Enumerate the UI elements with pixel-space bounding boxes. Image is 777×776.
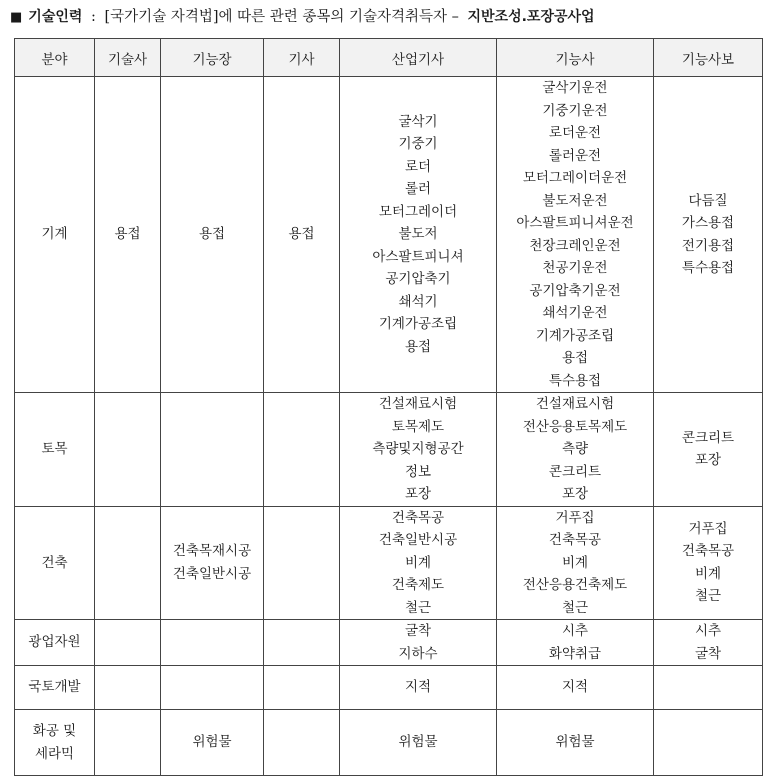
qualification-item: 정보 <box>404 463 432 480</box>
qualification-item: 위험물 <box>192 734 232 751</box>
qualification-cell <box>654 506 763 620</box>
qualification-item: 비계 <box>694 565 722 582</box>
field-label: 건축 <box>41 554 68 571</box>
qualification-cell <box>497 710 654 776</box>
field-label: 화공 및 <box>32 723 77 739</box>
field-cell <box>15 506 95 620</box>
qualification-item: 포장 <box>561 486 589 502</box>
qualification-item: 용접 <box>288 226 315 243</box>
qualification-item: 시추 <box>561 623 589 639</box>
qualification-cell <box>340 393 497 507</box>
qualification-cell <box>161 666 264 710</box>
qualification-item: 비계 <box>404 554 432 571</box>
qualification-item: 굴착 <box>694 645 722 662</box>
qualification-item: 화약취급 <box>548 645 602 662</box>
field-cell <box>15 666 95 710</box>
field-cell <box>15 393 95 507</box>
qualification-item: 건축목공 <box>391 509 445 526</box>
qualification-item: 전산응용건축제도 <box>522 577 628 593</box>
qualification-item: 철근 <box>404 599 432 616</box>
qualification-item: 거푸집 <box>555 509 595 526</box>
column-header: 산업기사 <box>340 39 497 77</box>
field-label: 기계 <box>41 226 68 243</box>
qualification-item: 콘크리트 <box>548 463 602 480</box>
qualification-item: 용접 <box>198 226 226 243</box>
field-label: 세라믹 <box>34 745 75 762</box>
qualification-table <box>14 38 763 776</box>
qualification-item: 건축일반시공 <box>172 565 252 582</box>
qualification-cell <box>340 666 497 710</box>
column-header: 기능장 <box>161 39 264 77</box>
qualification-cell <box>95 77 161 393</box>
qualification-item: 모터그레이더 <box>378 203 458 220</box>
qualification-cell <box>497 666 654 710</box>
qualification-cell <box>161 393 264 507</box>
qualification-item: 위험물 <box>398 734 438 751</box>
qualification-cell <box>264 393 340 507</box>
qualification-item: 철근 <box>561 599 589 616</box>
qualification-item: 용접 <box>561 350 589 366</box>
table-row <box>15 620 763 666</box>
qualification-cell <box>340 710 497 776</box>
qualification-item: 쇄석기운전 <box>542 305 608 321</box>
qualification-item: 공기압축기 <box>385 271 451 288</box>
qualification-item: 측량 <box>561 441 589 457</box>
table-row <box>15 393 763 507</box>
qualification-cell <box>497 77 654 393</box>
qualification-item: 특수용접 <box>681 260 735 276</box>
field-cell <box>15 710 95 776</box>
heading-sector: 지반조성.포장공사업 <box>467 9 595 25</box>
qualification-item: 거푸집 <box>688 520 728 537</box>
qualification-item: 용접 <box>114 226 141 243</box>
qualification-item: 포장 <box>694 452 722 469</box>
field-cell <box>15 620 95 666</box>
column-header: 기사 <box>264 39 340 77</box>
qualification-item: 비계 <box>561 554 589 571</box>
field-label: 광업자원 <box>28 634 81 651</box>
column-header: 분야 <box>15 39 95 77</box>
qualification-item: 로더 <box>404 158 432 175</box>
qualification-item: 불도저 <box>398 226 438 243</box>
qualification-cell <box>95 710 161 776</box>
qualification-cell <box>95 620 161 666</box>
qualification-cell <box>340 506 497 620</box>
qualification-item: 시추 <box>694 623 722 639</box>
qualification-cell <box>264 620 340 666</box>
qualification-item: 건축목재시공 <box>172 543 252 560</box>
qualification-item: 건설재료시험 <box>535 396 615 412</box>
qualification-item: 지적 <box>561 679 589 696</box>
qualification-item: 아스팔트피니셔운전 <box>516 215 634 231</box>
qualification-cell <box>161 506 264 620</box>
section-heading <box>10 6 595 28</box>
qualification-item: 아스팔트피니셔 <box>372 248 464 265</box>
qualification-cell <box>161 620 264 666</box>
qualification-item: 포장 <box>404 486 432 502</box>
qualification-item: 로더운전 <box>548 125 602 141</box>
qualification-item: 전기용접 <box>681 237 735 254</box>
heading-label: 기술인력 <box>28 9 83 25</box>
qualification-cell <box>95 506 161 620</box>
qualification-item: 기계가공조립 <box>535 327 615 344</box>
qualification-cell <box>497 506 654 620</box>
qualification-cell <box>95 393 161 507</box>
qualification-item: 다듬질 <box>688 192 728 209</box>
qualification-item: 특수용접 <box>548 372 602 389</box>
bullet-square-icon: ■ <box>10 10 23 25</box>
qualification-item: 건축목공 <box>681 543 735 560</box>
heading-colon: : <box>91 9 96 25</box>
qualification-cell <box>264 710 340 776</box>
qualification-cell <box>264 506 340 620</box>
qualification-cell <box>654 666 763 710</box>
qualification-cell <box>340 77 497 393</box>
qualification-item: 건설재료시험 <box>378 396 458 412</box>
qualification-cell <box>654 77 763 393</box>
qualification-cell <box>654 710 763 776</box>
field-label: 국토개발 <box>28 679 81 696</box>
qualification-cell <box>161 710 264 776</box>
heading-description: [국가기술 자격법]에 따른 관련 종목의 기술자격취득자 – <box>104 9 459 25</box>
column-header: 기능사 <box>497 39 654 77</box>
qualification-item: 용접 <box>404 338 432 355</box>
table-row <box>15 77 763 393</box>
qualification-item: 건축목공 <box>548 532 602 548</box>
qualification-item: 건축제도 <box>391 577 445 593</box>
qualification-item: 쇄석기 <box>398 293 438 310</box>
qualification-cell <box>264 666 340 710</box>
qualification-item: 천공기운전 <box>542 260 608 276</box>
qualification-item: 굴착 <box>404 623 432 639</box>
qualification-item: 콘크리트 <box>681 429 735 446</box>
qualification-item: 지하수 <box>398 645 438 662</box>
qualification-item: 철근 <box>694 588 722 605</box>
qualification-cell <box>95 666 161 710</box>
table-row <box>15 666 763 710</box>
qualification-cell <box>654 393 763 507</box>
qualification-cell <box>497 620 654 666</box>
qualification-cell <box>497 393 654 507</box>
qualification-item: 공기압축기운전 <box>529 282 621 299</box>
table-header-row <box>15 39 763 77</box>
qualification-item: 건축일반시공 <box>378 532 458 548</box>
field-cell <box>15 77 95 393</box>
qualification-item: 토목제도 <box>391 418 445 435</box>
qualification-item: 모터그레이더운전 <box>522 170 628 186</box>
qualification-item: 굴삭기운전 <box>542 80 608 96</box>
qualification-cell <box>264 77 340 393</box>
field-label: 토목 <box>41 441 68 457</box>
qualification-item: 지적 <box>404 679 432 696</box>
qualification-item: 전산응용토목제도 <box>522 418 628 435</box>
qualification-cell <box>654 620 763 666</box>
qualification-item: 측량및지형공간 <box>372 441 464 457</box>
qualification-item: 롤러운전 <box>548 147 602 164</box>
qualification-item: 롤러 <box>404 181 432 198</box>
column-header: 기술사 <box>95 39 161 77</box>
table-row <box>15 710 763 776</box>
qualification-item: 기중기운전 <box>542 102 608 119</box>
table-row <box>15 506 763 620</box>
column-header: 기능사보 <box>654 39 763 77</box>
qualification-cell <box>340 620 497 666</box>
qualification-item: 가스용접 <box>681 215 735 231</box>
qualification-cell <box>161 77 264 393</box>
qualification-item: 기중기 <box>398 136 438 153</box>
qualification-item: 위험물 <box>555 734 595 751</box>
qualification-item: 굴삭기 <box>398 113 438 130</box>
qualification-item: 천장크레인운전 <box>529 237 621 254</box>
qualification-item: 불도저운전 <box>542 192 608 209</box>
qualification-item: 기계가공조립 <box>378 316 458 333</box>
